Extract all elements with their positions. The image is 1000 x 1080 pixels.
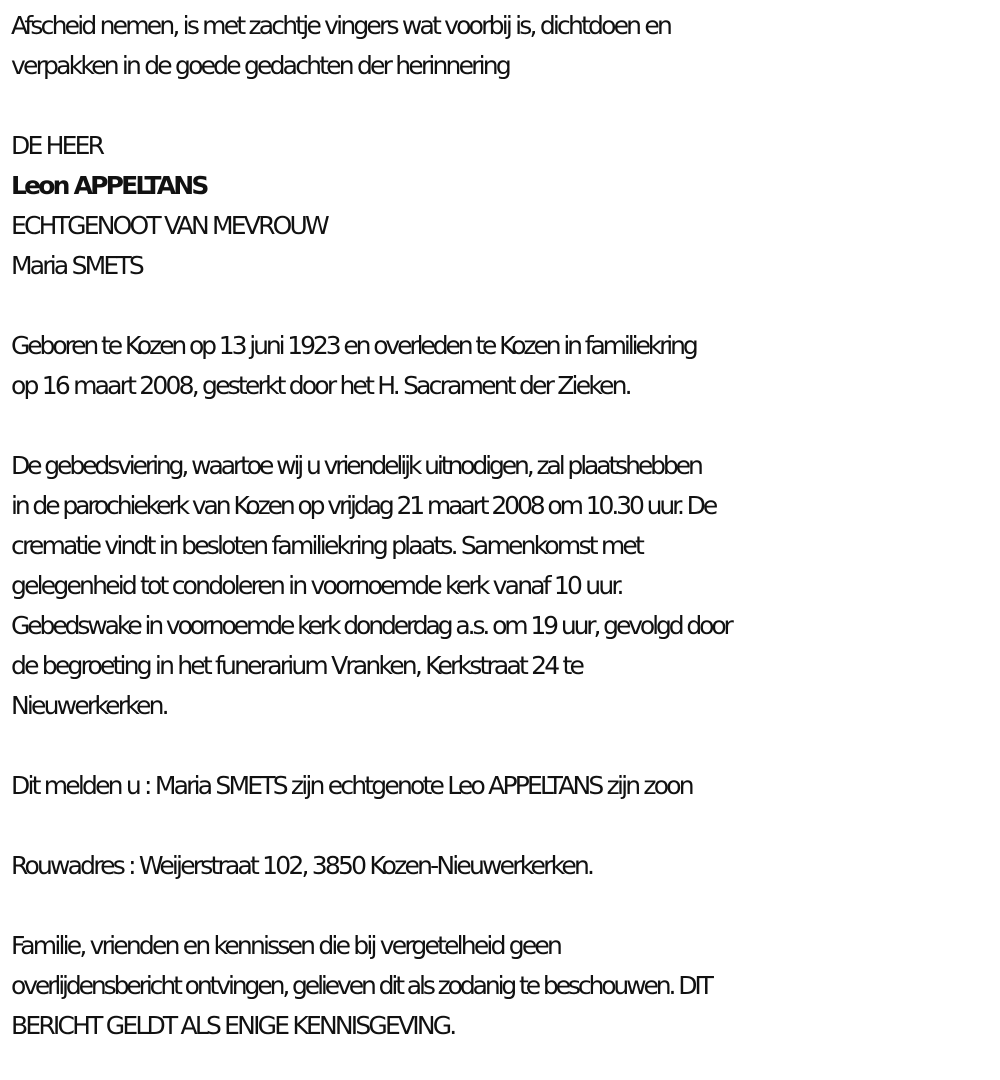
deceased-name: Leon APPELTANS xyxy=(11,171,207,200)
deceased-title: DE HEER xyxy=(11,131,103,160)
intro-line: verpakken in de goede gedachten der herinnering xyxy=(11,51,509,80)
birth-death-paragraph xyxy=(11,326,1000,406)
closing-line: BERICHT GELDT ALS ENIGE KENNISGEVING. xyxy=(11,1011,455,1040)
spacer xyxy=(11,806,1000,846)
spacer xyxy=(11,86,1000,126)
spacer xyxy=(11,406,1000,446)
ceremony-line: Nieuwerkerken. xyxy=(11,691,167,720)
announcers-line: Dit melden u : Maria SMETS zijn echtgenote Leo APPELTANS zijn zoon xyxy=(11,771,692,800)
ceremony-line: crematie vindt in besloten familiekring plaats. Samenkomst met xyxy=(11,531,642,560)
announcers-paragraph xyxy=(11,766,1000,806)
closing-paragraph xyxy=(11,926,1000,1046)
ceremony-line: Gebedswake in voornoemde kerk donderdag a.s. om 19 uur, gevolgd door xyxy=(11,611,731,640)
deceased-relation: ECHTGENOOT VAN MEVROUW xyxy=(11,211,327,240)
intro-line: Afscheid nemen, is met zachtje vingers wat voorbij is, dichtdoen en xyxy=(11,11,670,40)
spacer xyxy=(11,286,1000,326)
spouse-name: Maria SMETS xyxy=(11,251,142,280)
ceremony-line: in de parochiekerk van Kozen op vrijdag 21 maart 2008 om 10.30 uur. De xyxy=(11,491,716,520)
birth-death-line: Geboren te Kozen op 13 juni 1923 en overleden te Kozen in familiekring xyxy=(11,331,696,360)
mourning-address: Rouwadres : Weijerstraat 102, 3850 Kozen-Nieuwerkerken. xyxy=(11,851,593,880)
spacer xyxy=(11,886,1000,926)
ceremony-line: de begroeting in het funerarium Vranken, Kerkstraat 24 te xyxy=(11,651,583,680)
ceremony-line: gelegenheid tot condoleren in voornoemde kerk vanaf 10 uur. xyxy=(11,571,622,600)
spacer xyxy=(11,726,1000,766)
closing-line: Familie, vrienden en kennissen die bij vergetelheid geen xyxy=(11,931,561,960)
intro-quote xyxy=(11,6,1000,86)
address-paragraph xyxy=(11,846,1000,886)
ceremony-paragraph xyxy=(11,446,1000,726)
deceased-block xyxy=(11,126,1000,286)
closing-line: overlijdensbericht ontvingen, gelieven dit als zodanig te beschouwen. DIT xyxy=(11,971,711,1000)
birth-death-line: op 16 maart 2008, gesterkt door het H. Sacrament der Zieken. xyxy=(11,371,630,400)
ceremony-line: De gebedsviering, waartoe wij u vriendelijk uitnodigen, zal plaatshebben xyxy=(11,451,701,480)
